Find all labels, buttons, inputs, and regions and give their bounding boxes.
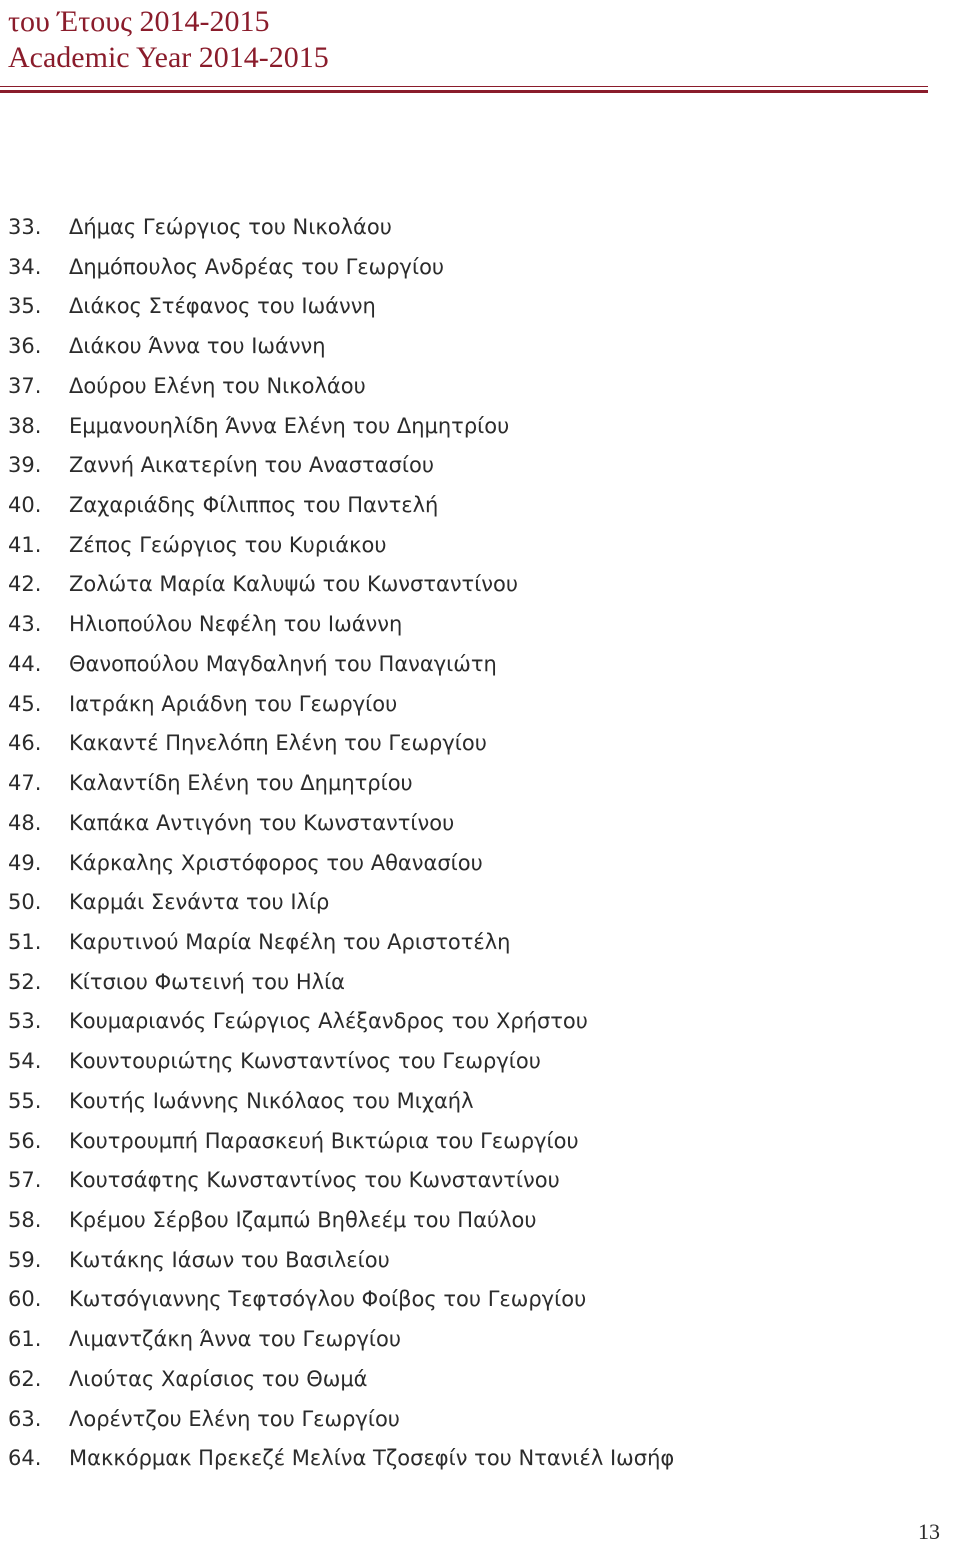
entry-name: Λιμαντζάκη Άννα του Γεωργίου <box>69 1327 402 1352</box>
entry-name: Καλαντίδη Ελένη του Δημητρίου <box>69 771 413 796</box>
list-item <box>0 923 674 963</box>
list-item <box>0 883 674 923</box>
entry-name: Κουντουριώτης Κωνσταντίνος του Γεωργίου <box>69 1049 541 1074</box>
entry-name: Κουμαριανός Γεώργιος Αλέξανδρος του Χρήστου <box>69 1009 588 1034</box>
list-item <box>0 1161 674 1201</box>
list-item <box>0 1439 674 1479</box>
entry-name: Ζολώτα Μαρία Καλυψώ του Κωνσταντίνου <box>69 572 519 597</box>
list-item <box>0 287 674 327</box>
entry-name: Καρμάι Σενάντα του Ιλίρ <box>69 890 330 915</box>
entry-number: 49. <box>8 850 42 875</box>
entry-name: Ζαχαριάδης Φίλιππος του Παντελή <box>69 493 439 518</box>
entry-name: Εμμανουηλίδη Άννα Ελένη του Δημητρίου <box>69 413 510 438</box>
list-item <box>0 367 674 407</box>
entry-name: Κίτσιου Φωτεινή του Ηλία <box>69 969 346 994</box>
entry-name: Ιατράκη Αριάδνη του Γεωργίου <box>69 691 398 716</box>
list-item <box>0 764 674 804</box>
entry-name: Λιούτας Χαρίσιος του Θωμά <box>69 1366 368 1391</box>
entry-name: Κρέμου Σέρβου Ιζαμπώ Βηθλεέμ του Παύλου <box>69 1207 537 1232</box>
entry-number: 61. <box>8 1327 42 1352</box>
entry-name: Κάρκαλης Χριστόφορος του Αθανασίου <box>69 850 483 875</box>
entry-number: 51. <box>8 929 42 954</box>
list-item <box>0 1082 674 1122</box>
list-item <box>0 724 674 764</box>
page-header <box>8 4 329 76</box>
entry-number: 33. <box>8 215 42 239</box>
entry-number: 62. <box>8 1366 42 1391</box>
list-item <box>0 605 674 645</box>
entry-name: Κουτής Ιωάννης Νικόλαος του Μιχαήλ <box>69 1088 474 1113</box>
list-item <box>0 1201 674 1241</box>
list-item <box>0 486 674 526</box>
entry-number: 52. <box>8 969 42 994</box>
header-title-greek: του Έτους 2014-2015 <box>8 5 270 38</box>
entry-number: 45. <box>8 691 42 716</box>
entry-number: 50. <box>8 890 42 915</box>
list-item <box>0 1002 674 1042</box>
entry-number: 41. <box>8 532 42 557</box>
list-item <box>0 963 674 1003</box>
entry-name: Δούρου Ελένη του Νικολάου <box>69 373 366 398</box>
entry-number: 57. <box>8 1168 42 1193</box>
list-item <box>0 645 674 685</box>
entry-name: Μακκόρμακ Πρεκεζέ Μελίνα Τζοσεφίν του Ντανιέλ Ιωσήφ <box>69 1446 675 1471</box>
student-list <box>0 208 674 1479</box>
list-item <box>0 446 674 486</box>
header-divider-thin <box>0 86 928 87</box>
entry-number: 37. <box>8 373 42 398</box>
entry-name: Κακαντέ Πηνελόπη Ελένη του Γεωργίου <box>69 731 487 756</box>
entry-number: 54. <box>8 1049 42 1074</box>
entry-name: Ηλιοπούλου Νεφέλη του Ιωάννη <box>69 612 403 637</box>
entry-number: 59. <box>8 1247 42 1272</box>
entry-name: Ζέπος Γεώργιος του Κυριάκου <box>69 532 387 557</box>
entry-number: 47. <box>8 771 42 796</box>
list-item <box>0 804 674 844</box>
entry-number: 46. <box>8 731 42 756</box>
list-item <box>0 1241 674 1281</box>
entry-number: 64. <box>8 1446 42 1471</box>
entry-name: Κουτρουμπή Παρασκευή Βικτώρια του Γεωργίου <box>69 1128 579 1153</box>
header-title-english: Academic Year 2014-2015 <box>8 41 329 74</box>
entry-name: Κωτάκης Ιάσων του Βασιλείου <box>69 1247 390 1272</box>
entry-number: 56. <box>8 1128 42 1153</box>
entry-name: Δήμας Γεώργιος του Νικολάου <box>69 215 392 239</box>
entry-number: 63. <box>8 1406 42 1431</box>
list-item <box>0 407 674 447</box>
list-item <box>0 1122 674 1162</box>
list-item <box>0 327 674 367</box>
entry-name: Λορέντζου Ελένη του Γεωργίου <box>69 1406 400 1431</box>
entry-number: 35. <box>8 294 42 319</box>
list-item <box>0 1280 674 1320</box>
list-item <box>0 248 674 288</box>
list-item <box>0 1400 674 1440</box>
entry-number: 42. <box>8 572 42 597</box>
entry-name: Ζαννή Αικατερίνη του Αναστασίου <box>69 453 434 478</box>
entry-name: Δημόπουλος Ανδρέας του Γεωργίου <box>69 254 445 279</box>
entry-number: 58. <box>8 1207 42 1232</box>
entry-name: Θανοπούλου Μαγδαληνή του Παναγιώτη <box>69 651 497 676</box>
list-item <box>0 526 674 566</box>
entry-number: 38. <box>8 413 42 438</box>
page-number: 13 <box>918 1519 940 1544</box>
list-item <box>0 208 674 248</box>
list-item <box>0 1042 674 1082</box>
entry-number: 34. <box>8 254 42 279</box>
entry-name: Κουτσάφτης Κωνσταντίνος του Κωνσταντίνου <box>69 1168 560 1193</box>
entry-name: Καρυτινού Μαρία Νεφέλη του Αριστοτέλη <box>69 929 511 954</box>
entry-number: 48. <box>8 810 42 835</box>
entry-number: 60. <box>8 1287 42 1312</box>
entry-name: Διάκος Στέφανος του Ιωάννη <box>69 294 376 319</box>
entry-number: 36. <box>8 334 42 359</box>
list-item <box>0 685 674 725</box>
entry-name: Διάκου Άννα του Ιωάννη <box>69 334 326 359</box>
entry-number: 53. <box>8 1009 42 1034</box>
entry-number: 55. <box>8 1088 42 1113</box>
entry-number: 39. <box>8 453 42 478</box>
list-item <box>0 565 674 605</box>
entry-name: Κωτσόγιαννης Τεφτσόγλου Φοίβος του Γεωργίου <box>69 1287 587 1312</box>
entry-number: 44. <box>8 651 42 676</box>
entry-number: 40. <box>8 493 42 518</box>
entry-number: 43. <box>8 612 42 637</box>
header-divider-thick <box>0 90 928 93</box>
entry-name: Καπάκα Αντιγόνη του Κωνσταντίνου <box>69 810 455 835</box>
list-item <box>0 844 674 884</box>
list-item <box>0 1360 674 1400</box>
list-item <box>0 1320 674 1360</box>
